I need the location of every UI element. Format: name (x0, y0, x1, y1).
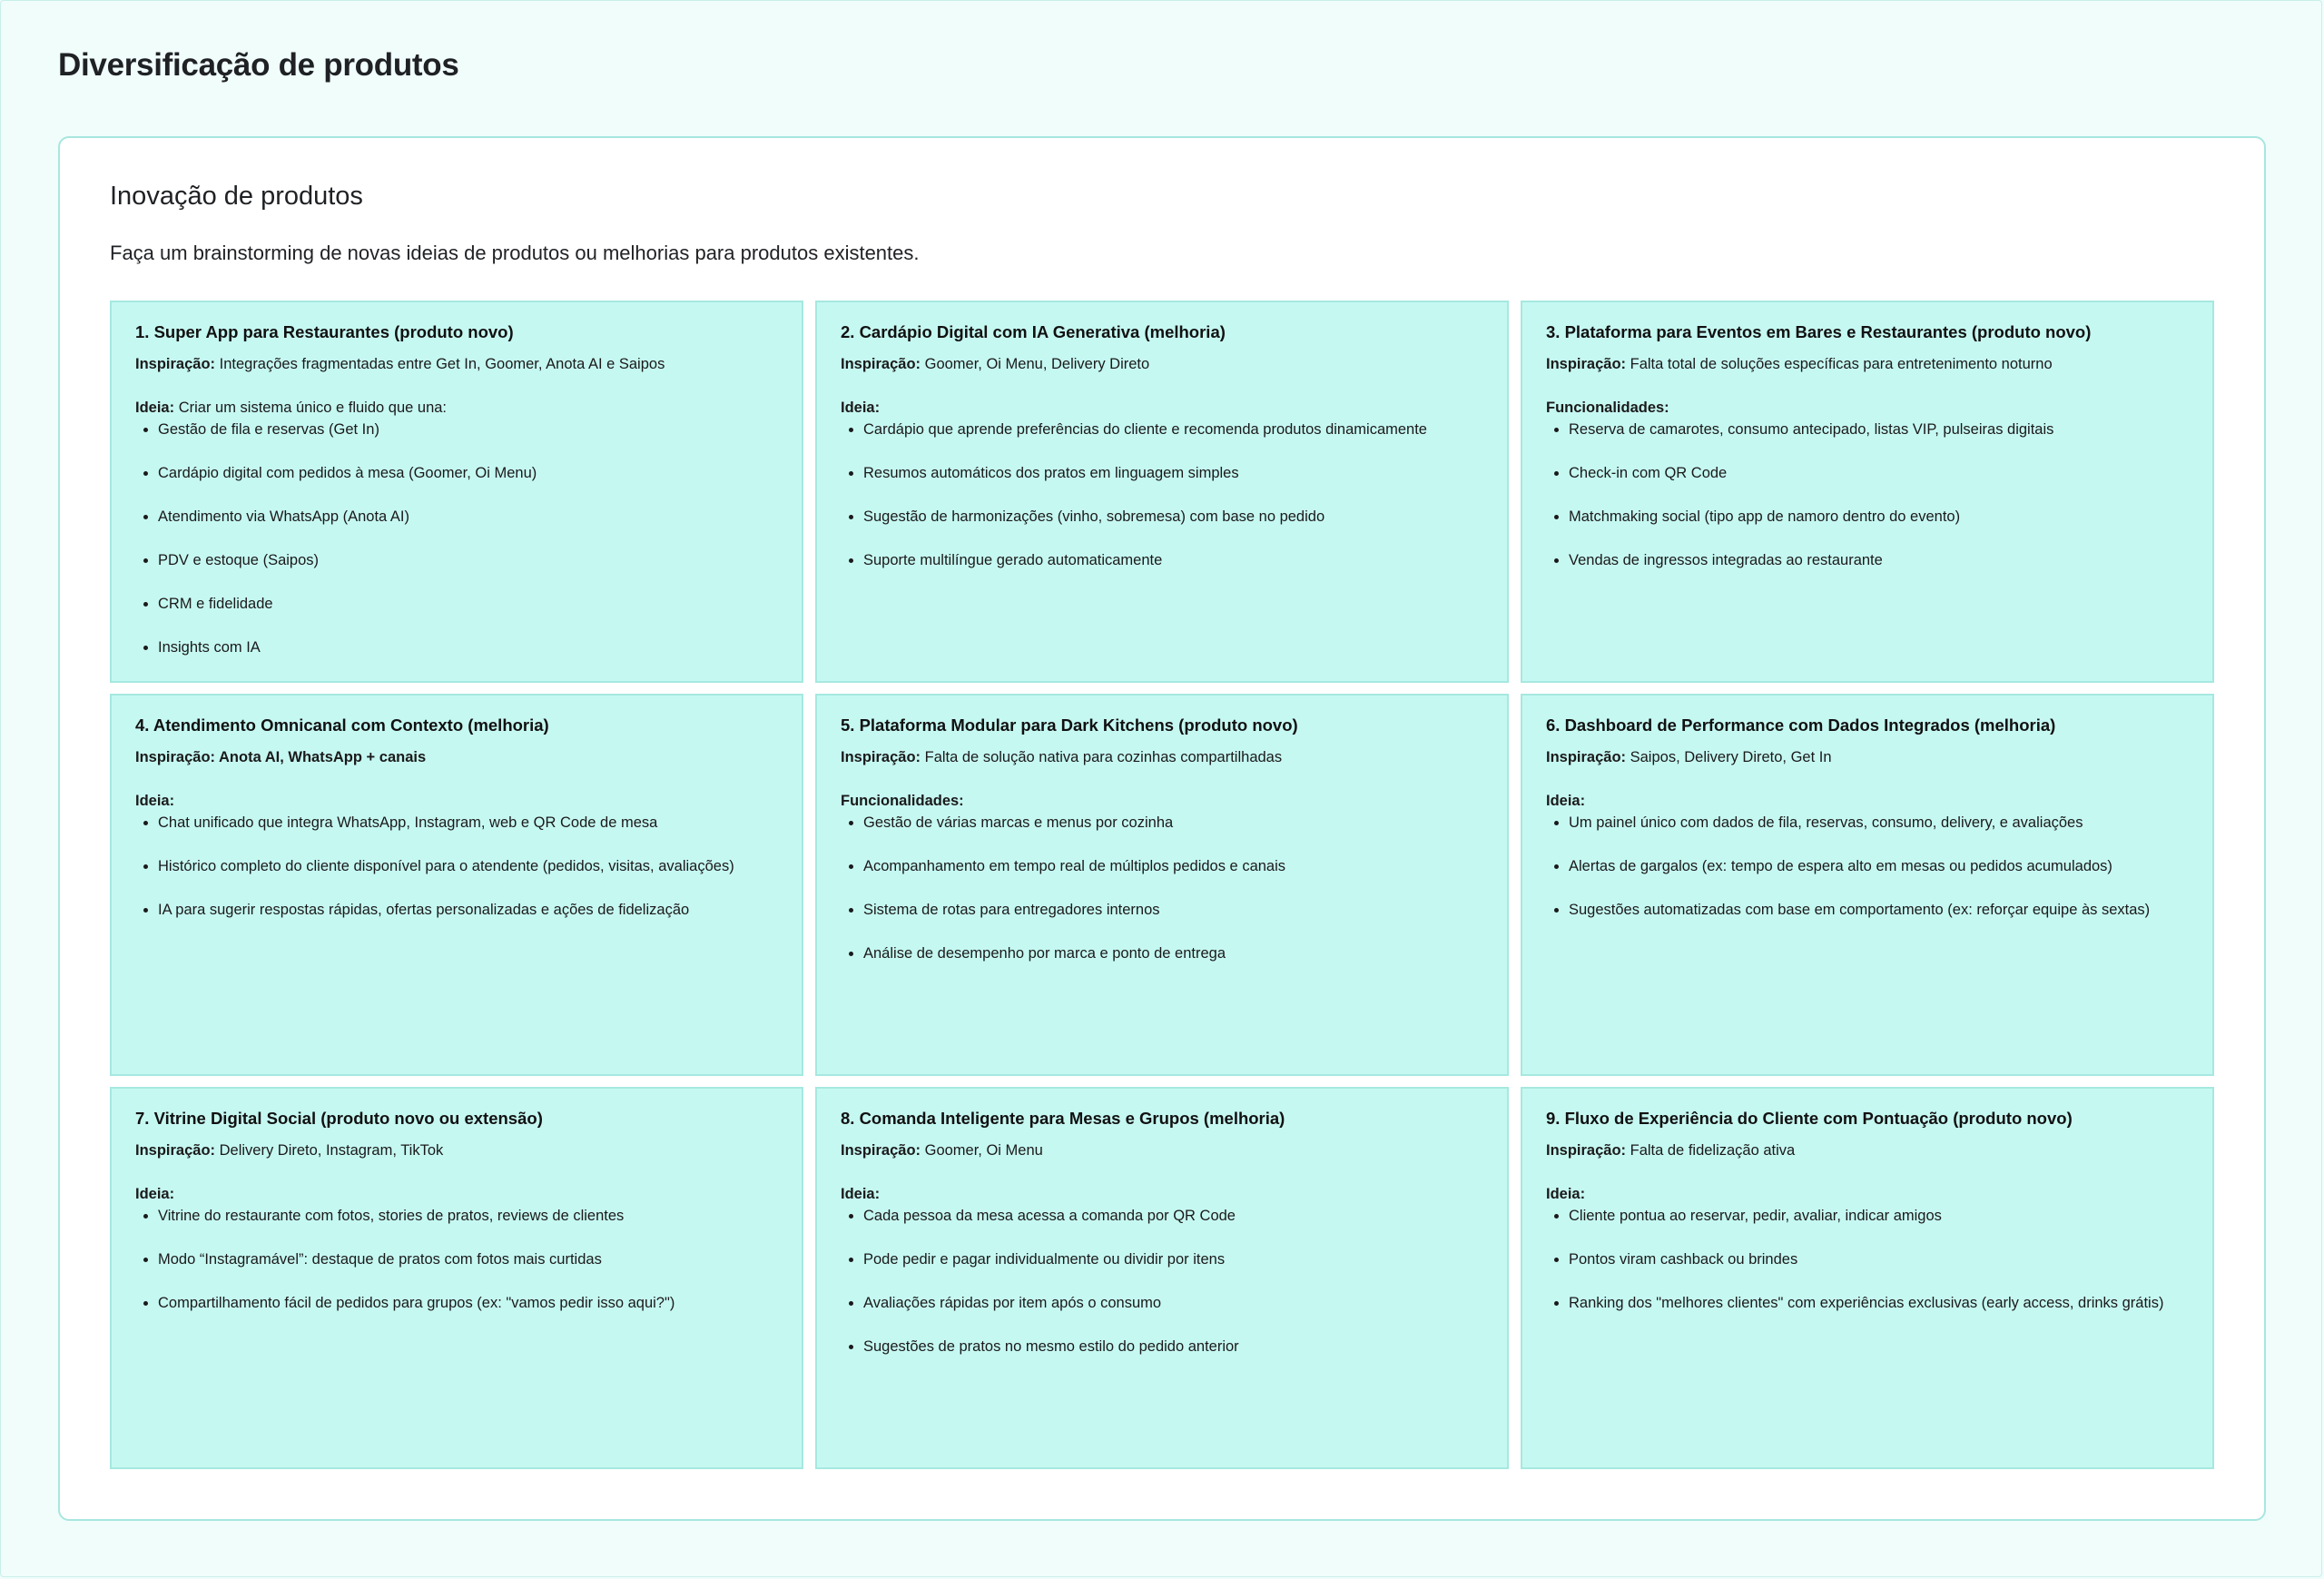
list-item: Suporte multilíngue gerado automaticamente (841, 549, 1483, 571)
card-list (1546, 812, 2189, 921)
card-inspiration (135, 746, 778, 768)
list-item: Um painel único com dados de fila, reservas, consumo, delivery, e avaliações (1546, 812, 2189, 834)
inspiration-label: Inspiração: (841, 749, 921, 765)
card-inspiration (841, 353, 1483, 375)
list-item: Análise de desempenho por marca e ponto de entrega (841, 942, 1483, 964)
list-item: Sistema de rotas para entregadores internos (841, 899, 1483, 921)
section-title: Inovação de produtos (110, 182, 363, 211)
card-idea (1546, 397, 2189, 419)
list-item: Gestão de várias marcas e menus por cozinha (841, 812, 1483, 834)
card-title: 9. Fluxo de Experiência do Cliente com Pontuação (produto novo) (1546, 1109, 2073, 1128)
inspiration-label: Inspiração: (135, 356, 216, 372)
inspiration-text: Falta de solução nativa para cozinhas compartilhadas (921, 749, 1283, 765)
list-item: Atendimento via WhatsApp (Anota AI) (135, 506, 778, 528)
card-title: 4. Atendimento Omnicanal com Contexto (melhoria) (135, 715, 549, 735)
innovation-panel (58, 136, 2266, 1521)
idea-label: Funcionalidades: (841, 793, 964, 809)
card-list (135, 419, 778, 658)
card-list (135, 1205, 778, 1314)
inspiration-label: Inspiração: (841, 356, 921, 372)
card-list (841, 419, 1483, 571)
card-title: 6. Dashboard de Performance com Dados Integrados (melhoria) (1546, 715, 2056, 735)
idea-label: Ideia: (135, 400, 175, 416)
idea-card (1521, 301, 2214, 683)
card-idea (841, 1183, 1483, 1205)
card-title: 1. Super App para Restaurantes (produto novo) (135, 322, 514, 341)
idea-label: Ideia: (135, 1186, 175, 1202)
list-item: Sugestões automatizadas com base em comportamento (ex: reforçar equipe às sextas) (1546, 899, 2189, 921)
idea-card (110, 1087, 803, 1469)
card-inspiration (1546, 353, 2189, 375)
list-item: Modo “Instagramável”: destaque de pratos com fotos mais curtidas (135, 1248, 778, 1270)
idea-card (815, 1087, 1509, 1469)
inspiration-text: Saipos, Delivery Direto, Get In (1626, 749, 1832, 765)
card-idea (841, 790, 1483, 812)
list-item: Cada pessoa da mesa acessa a comanda por QR Code (841, 1205, 1483, 1227)
card-inspiration (1546, 746, 2189, 768)
card-title: 3. Plataforma para Eventos em Bares e Restaurantes (produto novo) (1546, 322, 2092, 341)
idea-card (1521, 1087, 2214, 1469)
idea-label: Ideia: (1546, 1186, 1586, 1202)
card-idea (841, 397, 1483, 419)
card-idea (1546, 790, 2189, 812)
card-list (1546, 1205, 2189, 1314)
idea-label: Funcionalidades: (1546, 400, 1669, 416)
inspiration-label: Inspiração: (1546, 356, 1627, 372)
idea-card (110, 694, 803, 1076)
card-list (1546, 419, 2189, 571)
card-title: 8. Comanda Inteligente para Mesas e Grupos (melhoria) (841, 1109, 1285, 1128)
inspiration-label: Inspiração: (1546, 749, 1627, 765)
idea-card (110, 301, 803, 683)
idea-label: Ideia: (135, 793, 175, 809)
idea-label: Ideia: (1546, 793, 1586, 809)
card-inspiration (1546, 1140, 2189, 1161)
idea-text: Criar um sistema único e fluido que una: (174, 400, 448, 416)
inspiration-label: Inspiração: Anota AI, WhatsApp + canais (135, 749, 427, 765)
card-idea (1546, 1183, 2189, 1205)
list-item: CRM e fidelidade (135, 593, 778, 615)
list-item: Gestão de fila e reservas (Get In) (135, 419, 778, 440)
list-item: Histórico completo do cliente disponível para o atendente (pedidos, visitas, avaliações) (135, 855, 778, 877)
card-idea (135, 1183, 778, 1205)
idea-card (815, 301, 1509, 683)
list-item: Acompanhamento em tempo real de múltiplos pedidos e canais (841, 855, 1483, 877)
list-item: PDV e estoque (Saipos) (135, 549, 778, 571)
card-idea (135, 790, 778, 812)
inspiration-label: Inspiração: (1546, 1142, 1627, 1159)
card-inspiration (841, 1140, 1483, 1161)
list-item: IA para sugerir respostas rápidas, ofertas personalizadas e ações de fidelização (135, 899, 778, 921)
list-item: Insights com IA (135, 637, 778, 658)
card-title: 7. Vitrine Digital Social (produto novo ou extensão) (135, 1109, 543, 1128)
list-item: Cardápio digital com pedidos à mesa (Goomer, Oi Menu) (135, 462, 778, 484)
list-item: Sugestões de pratos no mesmo estilo do pedido anterior (841, 1336, 1483, 1357)
list-item: Matchmaking social (tipo app de namoro dentro do evento) (1546, 506, 2189, 528)
list-item: Reserva de camarotes, consumo antecipado, listas VIP, pulseiras digitais (1546, 419, 2189, 440)
list-item: Cliente pontua ao reservar, pedir, avaliar, indicar amigos (1546, 1205, 2189, 1227)
inspiration-text: Delivery Direto, Instagram, TikTok (215, 1142, 444, 1159)
inspiration-text: Goomer, Oi Menu, Delivery Direto (921, 356, 1150, 372)
card-list (841, 812, 1483, 964)
list-item: Sugestão de harmonizações (vinho, sobremesa) com base no pedido (841, 506, 1483, 528)
idea-label: Ideia: (841, 1186, 881, 1202)
list-item: Resumos automáticos dos pratos em linguagem simples (841, 462, 1483, 484)
inspiration-text: Goomer, Oi Menu (921, 1142, 1043, 1159)
list-item: Pontos viram cashback ou brindes (1546, 1248, 2189, 1270)
list-item: Avaliações rápidas por item após o consumo (841, 1292, 1483, 1314)
inspiration-label: Inspiração: (135, 1142, 216, 1159)
card-list (841, 1205, 1483, 1357)
idea-card (815, 694, 1509, 1076)
idea-label: Ideia: (841, 400, 881, 416)
list-item: Ranking dos "melhores clientes" com experiências exclusivas (early access, drinks grátis) (1546, 1292, 2189, 1314)
idea-card (1521, 694, 2214, 1076)
list-item: Check-in com QR Code (1546, 462, 2189, 484)
list-item: Pode pedir e pagar individualmente ou dividir por itens (841, 1248, 1483, 1270)
inspiration-label: Inspiração: (841, 1142, 921, 1159)
card-title: 2. Cardápio Digital com IA Generativa (melhoria) (841, 322, 1226, 341)
card-title: 5. Plataforma Modular para Dark Kitchens (produto novo) (841, 715, 1298, 735)
card-idea (135, 397, 778, 419)
inspiration-text: Falta total de soluções específicas para entretenimento noturno (1626, 356, 2053, 372)
card-inspiration (841, 746, 1483, 768)
list-item: Vendas de ingressos integradas ao restaurante (1546, 549, 2189, 571)
card-inspiration (135, 1140, 778, 1161)
list-item: Alertas de gargalos (ex: tempo de espera alto em mesas ou pedidos acumulados) (1546, 855, 2189, 877)
inspiration-text: Integrações fragmentadas entre Get In, Goomer, Anota AI e Saipos (215, 356, 665, 372)
list-item: Vitrine do restaurante com fotos, stories de pratos, reviews de clientes (135, 1205, 778, 1227)
ideas-grid (110, 301, 2218, 1475)
list-item: Compartilhamento fácil de pedidos para grupos (ex: "vamos pedir isso aqui?") (135, 1292, 778, 1314)
card-list (135, 812, 778, 921)
inspiration-text: Falta de fidelização ativa (1626, 1142, 1796, 1159)
page-title: Diversificação de produtos (58, 47, 459, 83)
list-item: Chat unificado que integra WhatsApp, Instagram, web e QR Code de mesa (135, 812, 778, 834)
list-item: Cardápio que aprende preferências do cliente e recomenda produtos dinamicamente (841, 419, 1483, 440)
section-description: Faça um brainstorming de novas ideias de produtos ou melhorias para produtos existentes. (110, 242, 920, 264)
card-inspiration (135, 353, 778, 375)
